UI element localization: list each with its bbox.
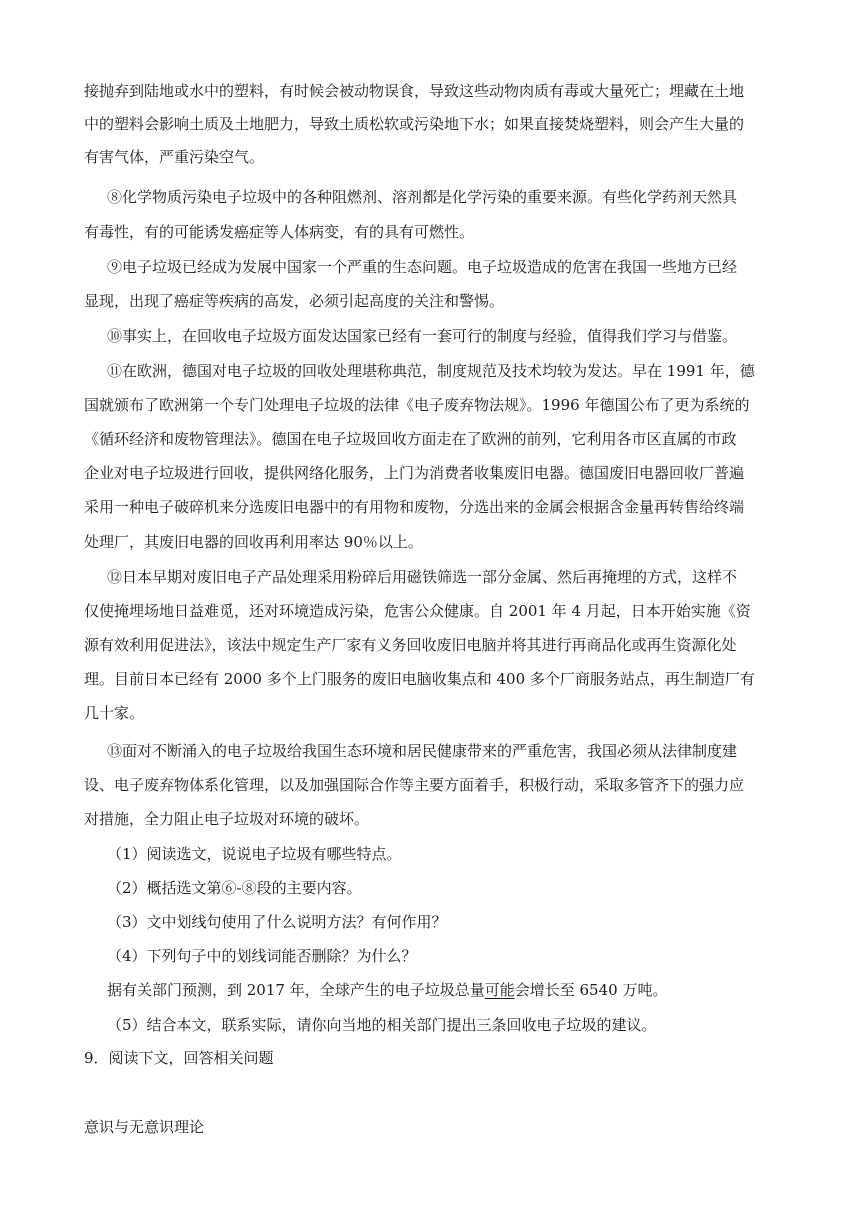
paragraph-13-line-2: 设、电子废弃物体系化管理，以及加强国际合作等主要方面着手，积极行动，采取多管齐下的强力应 xyxy=(84,776,745,794)
paragraph-12-line-2: 仅使掩埋场地日益难觅，还对环境造成污染，危害公众健康。自 2001 年 4 月起，日本开始实施《资 xyxy=(84,602,751,620)
question-3: （3）文中划线句使用了什么说明方法？有何作用？ xyxy=(107,913,447,931)
paragraph-11-line-3: 《循环经济和废物管理法》。德国在电子垃圾回收方面走在了欧洲的前列，它利用各市区直属的市政 xyxy=(84,430,737,448)
question-1: （1）阅读选文，说说电子垃圾有哪些特点。 xyxy=(107,845,402,863)
paragraph-12-line-4: 理。目前日本已经有 2000 多个上门服务的废旧电脑收集点和 400 多个厂商服务站点，再生制造厂有 xyxy=(84,670,755,688)
paragraph-12-line-1: ⑫日本早期对废旧电子产品处理采用粉碎后用磁铁筛选一部分金属、然后再掩埋的方式，这样不 xyxy=(107,568,738,586)
paragraph-8-line-2: 有毒性，有的可能诱发癌症等人体病变，有的具有可燃性。 xyxy=(84,223,475,241)
paragraph-11-line-2: 国就颁布了欧洲第一个专门处理电子垃圾的法律《电子废弃物法规》。1996 年德国公布了更为系统的 xyxy=(84,396,750,414)
paragraph-13-line-1: ⑬面对不断涌入的电子垃圾给我国生态环境和居民健康带来的严重危害，我国必须从法律制度建 xyxy=(107,742,738,760)
paragraph-13-line-3: 对措施，全力阻止电子垃圾对环境的破坏。 xyxy=(84,810,370,828)
example-sentence-after: 会增长至 6540 万吨。 xyxy=(514,981,668,999)
question-2: （2）概括选文第⑥-⑧段的主要内容。 xyxy=(107,879,362,897)
paragraph-7-line-2: 中的塑料会影响土质及土地肥力，导致土质松软或污染地下水；如果直接焚烧塑料，则会产生大量的 xyxy=(84,115,745,133)
paragraph-8-line-1: ⑧化学物质污染电子垃圾中的各种阻燃剂、溶剂都是化学污染的重要来源。有些化学药剂天然具 xyxy=(107,188,738,206)
paragraph-11-line-4: 企业对电子垃圾进行回收，提供网络化服务，上门为消费者收集废旧电器。德国废旧电器回收厂普遍 xyxy=(84,464,745,482)
example-sentence xyxy=(84,979,800,1001)
paragraph-11-line-6: 处理厂，其废旧电器的回收再利用率达 90％以上。 xyxy=(84,533,423,551)
paragraph-12-line-3: 源有效利用促进法》，该法中规定生产厂家有义务回收废旧电脑并将其进行再商品化或再生资源化处 xyxy=(84,636,737,654)
question-9-heading: 9．阅读下文，回答相关问题 xyxy=(84,1049,274,1067)
paragraph-9-line-1: ⑨电子垃圾已经成为发展中国家一个严重的生态问题。电子垃圾造成的危害在我国一些地方已经 xyxy=(107,258,738,276)
question-4: （4）下列句子中的划线词能否删除？为什么？ xyxy=(107,947,417,965)
next-passage-title: 意识与无意识理论 xyxy=(84,1118,205,1136)
paragraph-11-line-5: 采用一种电子破碎机来分选废旧电器中的有用物和废物，分选出来的金属会根据含金量再转售给终端 xyxy=(84,498,745,516)
paragraph-9-line-2: 显现，出现了癌症等疾病的高发，必须引起高度的关注和警惕。 xyxy=(84,292,505,310)
paragraph-12-line-5: 几十家。 xyxy=(84,704,145,722)
underlined-word: 可能 xyxy=(484,981,515,999)
paragraph-11-line-1: ⑪在欧洲，德国对电子垃圾的回收处理堪称典范，制度规范及技术均较为发达。早在 1991 年，德 xyxy=(107,362,755,380)
paragraph-7-line-1: 接抛弃到陆地或水中的塑料，有时候会被动物误食，导致这些动物肉质有毒或大量死亡；埋藏在土地 xyxy=(84,82,745,100)
paragraph-10: ⑩事实上，在回收电子垃圾方面发达国家已经有一套可行的制度与经验，值得我们学习与借鉴。 xyxy=(107,327,738,345)
question-5: （5）结合本文，联系实际，请你向当地的相关部门提出三条回收电子垃圾的建议。 xyxy=(107,1016,657,1034)
example-sentence-before: 据有关部门预测，到 2017 年，全球产生的电子垃圾总量 xyxy=(107,981,485,999)
paragraph-7-line-3: 有害气体，严重污染空气。 xyxy=(84,148,265,166)
